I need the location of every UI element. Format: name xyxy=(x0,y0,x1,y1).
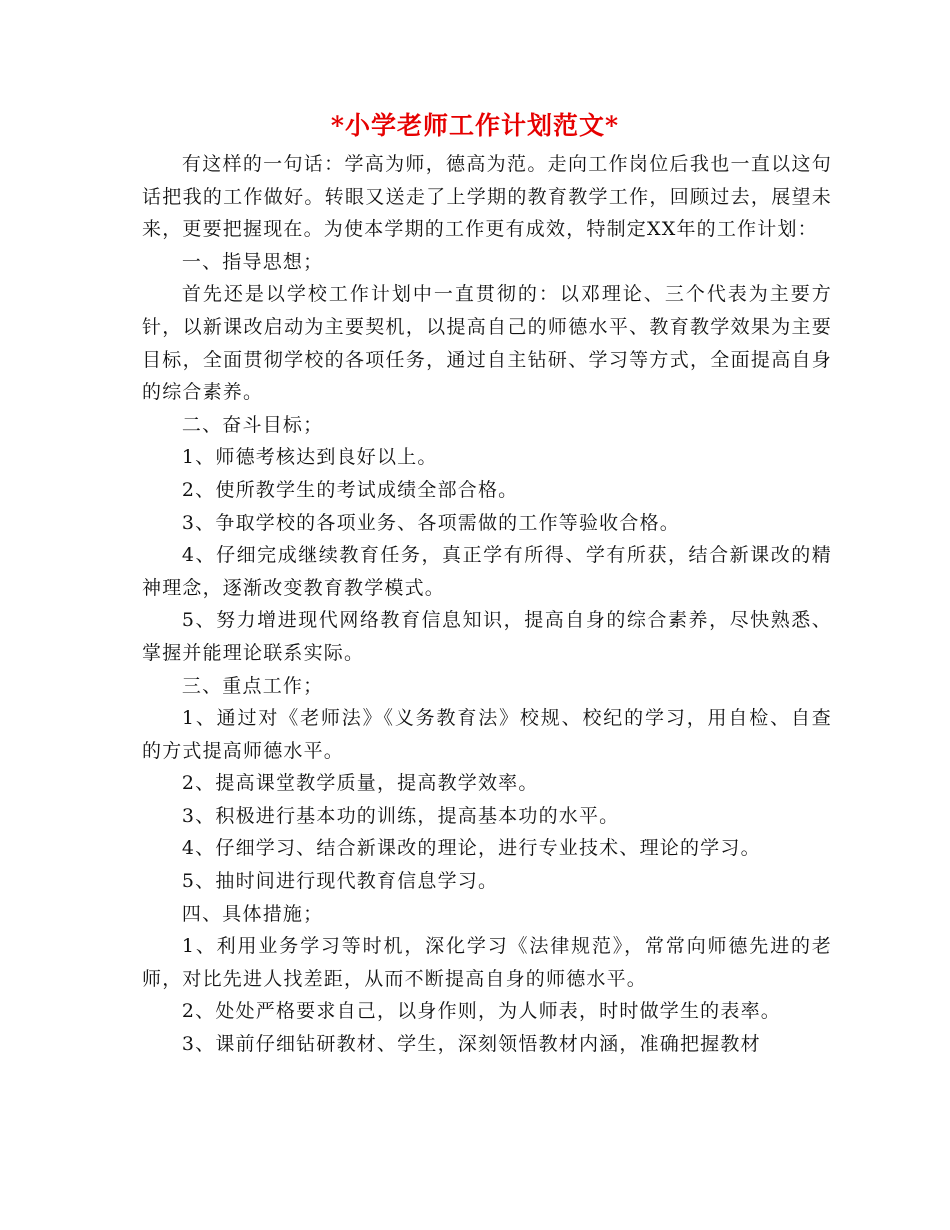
list-item: 2、提高课堂教学质量，提高教学效率。 xyxy=(181,772,539,795)
list-item: 3、争取学校的各项业务、各项需做的工作等验收合格。 xyxy=(181,511,680,534)
document-title: *小学老师工作计划范文* xyxy=(330,111,620,140)
list-item: 1、师德考核达到良好以上。 xyxy=(181,446,438,469)
section-heading: 四、具体措施； xyxy=(181,902,324,925)
section-heading: 三、重点工作； xyxy=(181,674,324,697)
list-item: 1、利用业务学习等时机，深化学习《法律规范》，常常向师德先进的老师，对比先进人找差距，从而不断提高自身的师德水平。 xyxy=(142,935,832,990)
list-item: 1、通过对《老师法》《义务教育法》校规、校纪的学习，用自检、自查的方式提高师德水平。 xyxy=(142,707,832,762)
list-item: 5、抽时间进行现代教育信息学习。 xyxy=(181,870,499,893)
list-item: 5、努力增进现代网络教育信息知识，提高自身的综合素养，尽快熟悉、掌握并能理论联系实际。 xyxy=(142,609,832,664)
document-body xyxy=(142,148,832,1061)
list-item: 4、仔细学习、结合新课改的理论，进行专业技术、理论的学习。 xyxy=(181,837,761,860)
list-item: 2、使所教学生的考试成绩全部合格。 xyxy=(181,478,519,501)
list-item: 4、仔细完成继续教育任务，真正学有所得、学有所获，结合新课改的精神理念，逐渐改变教育教学模式。 xyxy=(142,544,832,599)
section-heading: 一、指导思想； xyxy=(181,250,324,273)
paragraph: 首先还是以学校工作计划中一直贯彻的：以邓理论、三个代表为主要方针，以新课改启动为主要契机，以提高自己的师德水平、教育教学效果为主要目标，全面贯彻学校的各项任务，通过自主钻研、学习等方式，全面提高自身的综合素养。 xyxy=(142,283,832,404)
list-item: 3、积极进行基本功的训练，提高基本功的水平。 xyxy=(181,804,620,827)
list-item: 3、课前仔细钻研教材、学生，深刻领悟教材内涵，准确把握教材 xyxy=(181,1033,761,1056)
list-item: 2、处处严格要求自己，以身作则，为人师表，时时做学生的表率。 xyxy=(181,1000,781,1023)
paragraph-intro: 有这样的一句话：学高为师，德高为范。走向工作岗位后我也一直以这句话把我的工作做好。转眼又送走了上学期的教育教学工作，回顾过去，展望未来，更要把握现在。为使本学期的工作更有成效，特制定XX年的工作计划： xyxy=(142,153,832,241)
section-heading: 二、奋斗目标； xyxy=(181,413,324,436)
